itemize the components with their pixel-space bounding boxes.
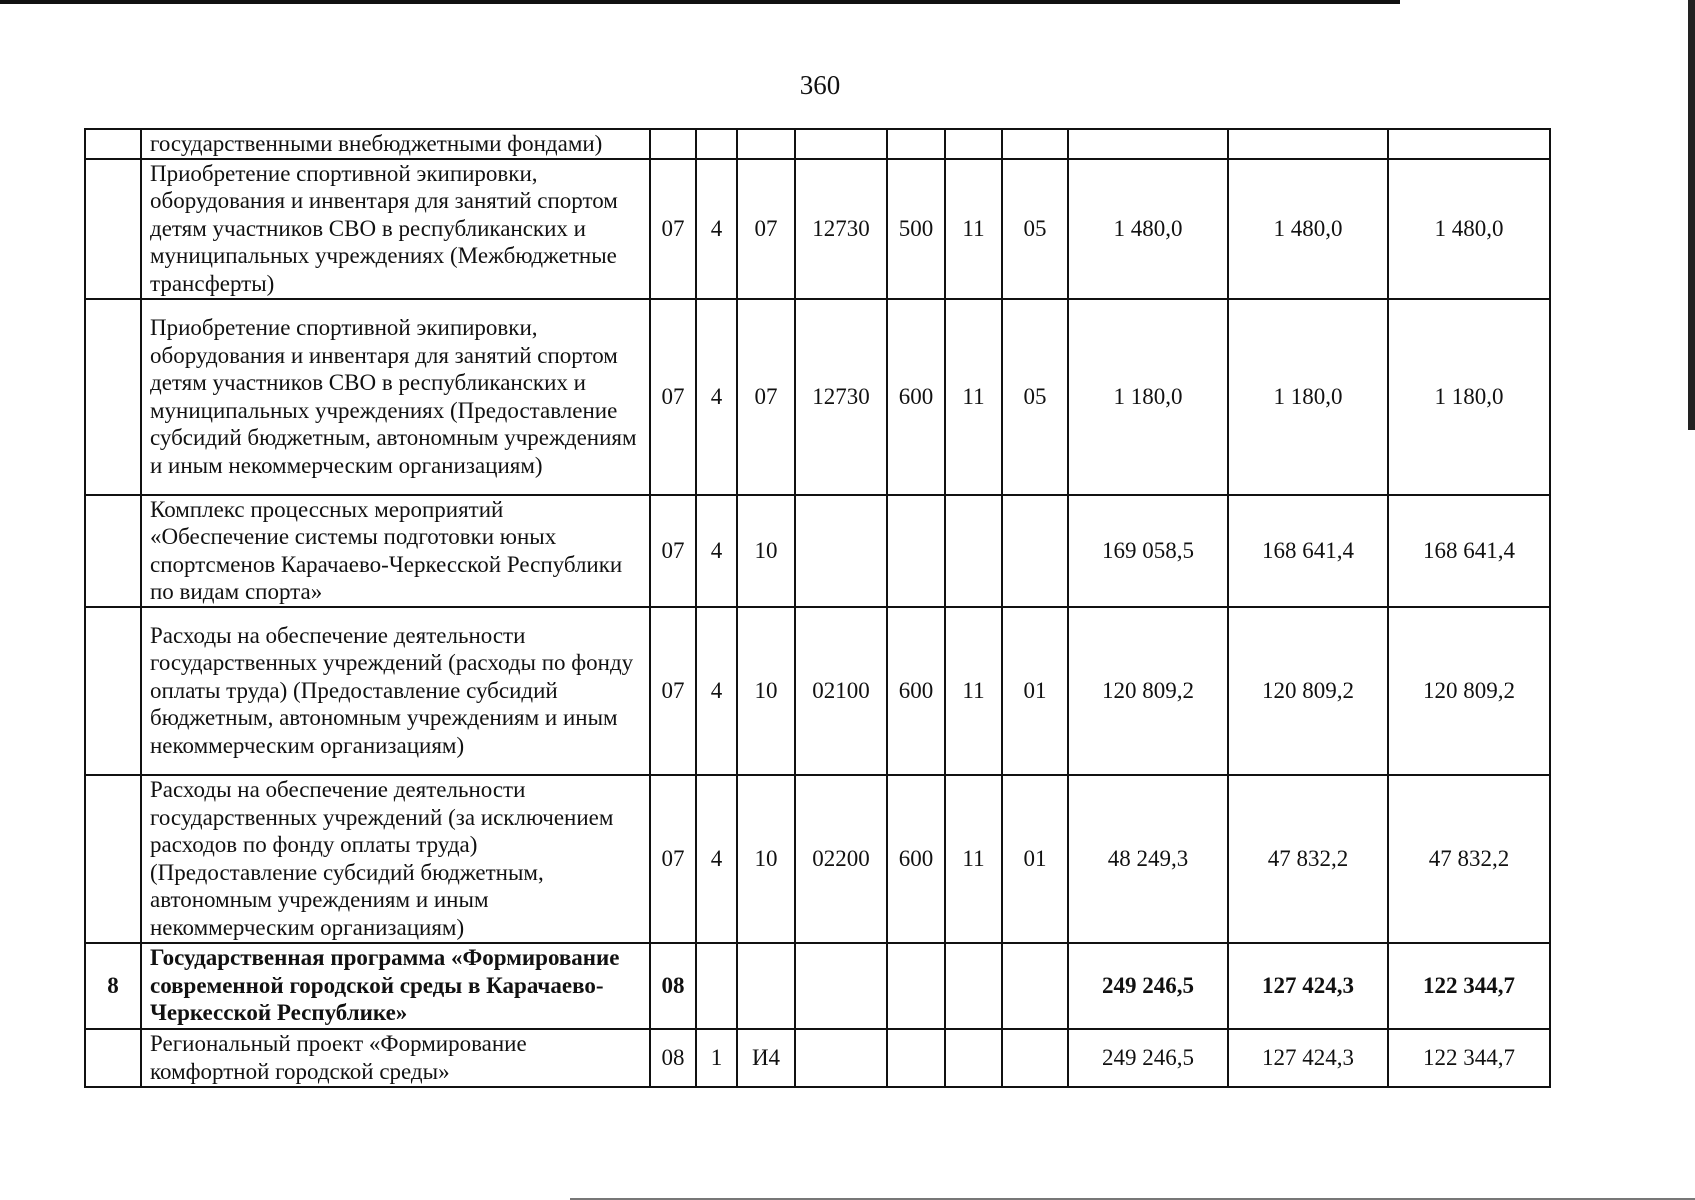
table-row (85, 943, 1550, 1029)
code-cell: 07 (650, 607, 696, 775)
code-cell: 500 (887, 159, 945, 299)
code-cell: И4 (737, 1029, 795, 1087)
item-name-cell: Государственная программа «Формирование современной городской среды в Карачаево-Черкесской Республике» (141, 943, 650, 1029)
row-number-cell (85, 129, 141, 159)
code-cell (945, 1029, 1002, 1087)
code-cell: 11 (945, 159, 1002, 299)
code-cell: 4 (696, 607, 737, 775)
code-cell: 07 (737, 299, 795, 495)
amount-cell: 122 344,7 (1388, 1029, 1550, 1087)
table-row (85, 495, 1550, 607)
row-number-cell (85, 299, 141, 495)
row-number-cell (85, 159, 141, 299)
page-number: 360 (799, 70, 841, 100)
table-row (85, 159, 1550, 299)
amount-cell: 249 246,5 (1068, 943, 1228, 1029)
amount-cell: 127 424,3 (1228, 943, 1388, 1029)
amount-cell: 120 809,2 (1068, 607, 1228, 775)
amount-cell (1068, 129, 1228, 159)
code-cell: 07 (650, 159, 696, 299)
table-row (85, 299, 1550, 495)
code-cell: 4 (696, 299, 737, 495)
row-number-cell: 8 (85, 943, 141, 1029)
code-cell (887, 129, 945, 159)
code-cell: 02100 (795, 607, 887, 775)
code-cell (696, 943, 737, 1029)
amount-cell: 120 809,2 (1228, 607, 1388, 775)
amount-cell: 168 641,4 (1388, 495, 1550, 607)
code-cell (887, 495, 945, 607)
code-cell (795, 943, 887, 1029)
row-number-cell (85, 495, 141, 607)
code-cell (1002, 943, 1068, 1029)
scan-edge-shadow (1688, 0, 1695, 430)
code-cell: 07 (737, 159, 795, 299)
amount-cell: 48 249,3 (1068, 775, 1228, 943)
amount-cell: 1 180,0 (1388, 299, 1550, 495)
code-cell: 1 (696, 1029, 737, 1087)
amount-cell: 127 424,3 (1228, 1029, 1388, 1087)
code-cell: 600 (887, 607, 945, 775)
item-name-cell: Приобретение спортивной экипировки, оборудования и инвентаря для занятий спортом детям участников СВО в республиканских и муниципальных учреждениях (Предоставление субсидий бюджетным, автономным учреждениям и иным некоммерческим организациям) (141, 299, 650, 495)
code-cell: 11 (945, 299, 1002, 495)
amount-cell: 249 246,5 (1068, 1029, 1228, 1087)
code-cell: 08 (650, 1029, 696, 1087)
code-cell: 12730 (795, 299, 887, 495)
code-cell (887, 943, 945, 1029)
code-cell (696, 129, 737, 159)
code-cell (1002, 1029, 1068, 1087)
code-cell: 01 (1002, 775, 1068, 943)
code-cell: 4 (696, 775, 737, 943)
amount-cell: 122 344,7 (1388, 943, 1550, 1029)
code-cell (795, 1029, 887, 1087)
code-cell: 10 (737, 607, 795, 775)
code-cell: 600 (887, 775, 945, 943)
item-name-cell: государственными внебюджетными фондами) (141, 129, 650, 159)
amount-cell: 1 180,0 (1068, 299, 1228, 495)
code-cell (650, 129, 696, 159)
code-cell (1002, 129, 1068, 159)
item-name-cell: Расходы на обеспечение деятельности государственных учреждений (за исключением расходов по фонду оплаты труда) (Предоставление субсидий бюджетным, автономным учреждениям и иным некоммерческим организациям) (141, 775, 650, 943)
item-name-cell: Комплекс процессных мероприятий «Обеспечение системы подготовки юных спортсменов Карачаево-Черкесской Республики по видам спорта» (141, 495, 650, 607)
amount-cell: 1 480,0 (1228, 159, 1388, 299)
code-cell: 07 (650, 495, 696, 607)
code-cell: 07 (650, 299, 696, 495)
code-cell: 12730 (795, 159, 887, 299)
item-name-cell: Приобретение спортивной экипировки, оборудования и инвентаря для занятий спортом детям участников СВО в республиканских и муниципальных учреждениях (Межбюджетные трансферты) (141, 159, 650, 299)
code-cell (1002, 495, 1068, 607)
code-cell: 07 (650, 775, 696, 943)
code-cell (795, 495, 887, 607)
code-cell: 10 (737, 775, 795, 943)
row-number-cell (85, 775, 141, 943)
code-cell (945, 129, 1002, 159)
item-name-cell: Региональный проект «Формирование комфортной городской среды» (141, 1029, 650, 1087)
code-cell (737, 129, 795, 159)
code-cell: 11 (945, 607, 1002, 775)
code-cell: 4 (696, 495, 737, 607)
code-cell (945, 943, 1002, 1029)
code-cell: 08 (650, 943, 696, 1029)
top-scan-rule (0, 0, 1400, 4)
code-cell (737, 943, 795, 1029)
code-cell (887, 1029, 945, 1087)
amount-cell (1228, 129, 1388, 159)
code-cell (945, 495, 1002, 607)
code-cell: 05 (1002, 299, 1068, 495)
budget-table (84, 128, 1551, 1088)
table-row (85, 607, 1550, 775)
table-row (85, 775, 1550, 943)
table-row (85, 1029, 1550, 1087)
code-cell: 05 (1002, 159, 1068, 299)
code-cell: 11 (945, 775, 1002, 943)
amount-cell: 1 480,0 (1388, 159, 1550, 299)
amount-cell: 120 809,2 (1388, 607, 1550, 775)
row-number-cell (85, 1029, 141, 1087)
amount-cell (1388, 129, 1550, 159)
amount-cell: 168 641,4 (1228, 495, 1388, 607)
amount-cell: 47 832,2 (1388, 775, 1550, 943)
code-cell: 02200 (795, 775, 887, 943)
code-cell: 10 (737, 495, 795, 607)
code-cell: 4 (696, 159, 737, 299)
amount-cell: 1 480,0 (1068, 159, 1228, 299)
code-cell (795, 129, 887, 159)
table-row (85, 129, 1550, 159)
amount-cell: 47 832,2 (1228, 775, 1388, 943)
row-number-cell (85, 607, 141, 775)
code-cell: 600 (887, 299, 945, 495)
amount-cell: 1 180,0 (1228, 299, 1388, 495)
item-name-cell: Расходы на обеспечение деятельности государственных учреждений (расходы по фонду оплаты труда) (Предоставление субсидий бюджетным, автономным учреждениям и иным некоммерческим организациям) (141, 607, 650, 775)
code-cell: 01 (1002, 607, 1068, 775)
amount-cell: 169 058,5 (1068, 495, 1228, 607)
